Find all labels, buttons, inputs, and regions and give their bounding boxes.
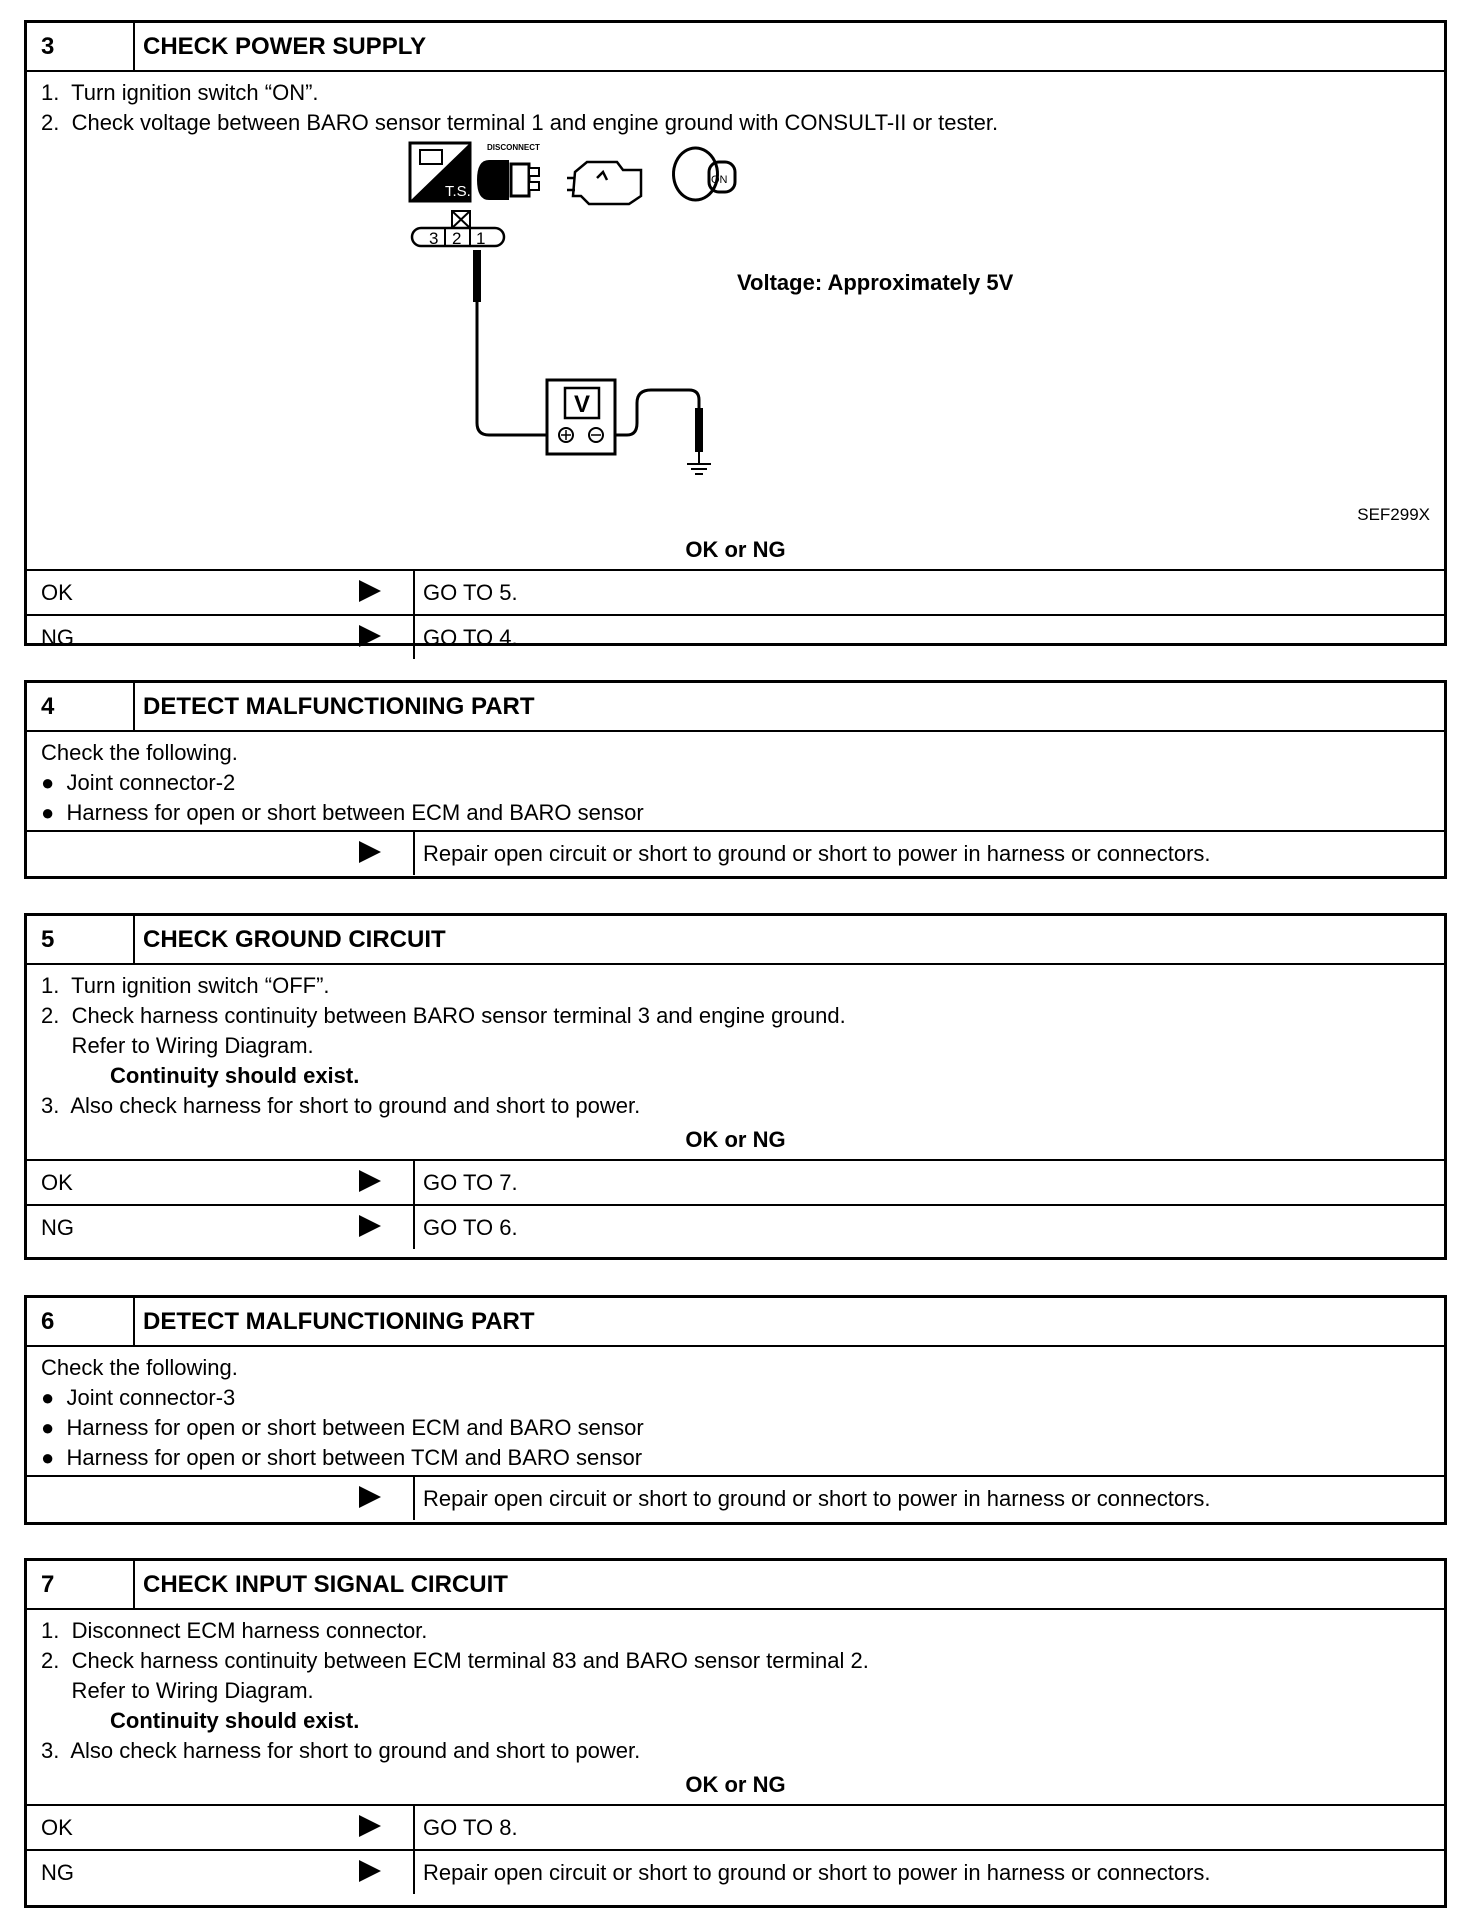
step-5 [24, 913, 1447, 1260]
step-6 [24, 1295, 1447, 1525]
result-value: GO TO 8. [423, 1814, 518, 1840]
step-instructions [27, 965, 1444, 1121]
voltage-spec: Voltage: Approximately 5V [737, 270, 1014, 295]
step-header [27, 683, 1444, 732]
instruction-line: ● Harness for open or short between TCM and BARO sensor [41, 1445, 643, 1470]
step-header [27, 916, 1444, 965]
step-number: 3 [27, 23, 135, 70]
result-key: NG [41, 1214, 74, 1240]
on-label: ON [711, 174, 728, 186]
step-number: 5 [27, 916, 135, 963]
step-4 [24, 680, 1447, 879]
spec-line: Continuity should exist. [110, 1063, 360, 1088]
instruction-line: 2. Check harness continuity between ECM terminal 83 and BARO sensor terminal 2. [41, 1648, 869, 1673]
result-value: Repair open circuit or short to ground or short to power in harness or connectors. [423, 1485, 1211, 1511]
step-number: 7 [27, 1561, 135, 1608]
step-instructions [27, 1347, 1444, 1475]
ok-or-ng-label: OK or NG [685, 1772, 786, 1797]
arrow-right-icon [359, 1170, 381, 1192]
voltage-check-figure [27, 138, 1444, 531]
result-key: NG [41, 624, 74, 650]
ok-or-ng-label: OK or NG [685, 1127, 786, 1152]
result-value: GO TO 4. [423, 624, 518, 650]
result-row [27, 1475, 1444, 1520]
connector-icon [412, 211, 504, 248]
step-number: 6 [27, 1298, 135, 1345]
instruction-line: ● Harness for open or short between ECM and BARO sensor [41, 1415, 644, 1440]
result-value: GO TO 6. [423, 1214, 518, 1240]
ts-label: T.S. [445, 183, 471, 200]
result-row-ng [27, 614, 1444, 659]
meter-label: V [573, 391, 591, 418]
instruction-line: ● Joint connector-3 [41, 1385, 236, 1410]
step-title: DETECT MALFUNCTIONING PART [143, 692, 535, 720]
step-instructions [27, 72, 1444, 138]
result-row-ok [27, 1804, 1444, 1849]
arrow-right-icon [359, 625, 381, 647]
instruction-line: 3. Also check harness for short to ground and short to power. [41, 1093, 641, 1118]
step-header [27, 23, 1444, 72]
disconnect-icon [477, 143, 540, 200]
step-title: CHECK GROUND CIRCUIT [143, 925, 446, 953]
terminal-label: 3 [429, 229, 439, 248]
result-key: OK [41, 1814, 73, 1840]
instruction-line: Check the following. [41, 1355, 238, 1380]
voltmeter-icon [547, 380, 615, 454]
engine-icon [567, 162, 641, 204]
step-7 [24, 1558, 1447, 1908]
ok-or-ng-label: OK or NG [685, 537, 786, 562]
arrow-right-icon [359, 580, 381, 602]
figure-ref-code: SEF299X [1357, 505, 1430, 524]
result-key: NG [41, 1859, 74, 1885]
result-row-ok [27, 569, 1444, 614]
step-3 [24, 20, 1447, 650]
instruction-line: 2. Check voltage between BARO sensor terminal 1 and engine ground with CONSULT-II or tester. [41, 110, 999, 135]
terminal-label: 1 [476, 229, 486, 248]
arrow-right-icon [359, 1486, 381, 1508]
instruction-line: ● Harness for open or short between ECM and BARO sensor [41, 800, 644, 825]
instruction-line: Refer to Wiring Diagram. [41, 1678, 314, 1703]
spec-line: Continuity should exist. [110, 1708, 360, 1733]
instruction-line: 1. Turn ignition switch “ON”. [41, 80, 319, 105]
result-row-ok [27, 1159, 1444, 1204]
step-title: CHECK POWER SUPPLY [143, 32, 427, 60]
arrow-right-icon [359, 1815, 381, 1837]
result-value: GO TO 5. [423, 579, 518, 605]
step-instructions [27, 1610, 1444, 1766]
result-key: OK [41, 579, 73, 605]
terminal-label: 2 [452, 229, 462, 248]
result-row [27, 830, 1444, 875]
step-instructions [27, 732, 1444, 830]
ignition-key-icon [674, 148, 736, 200]
result-row-ng [27, 1849, 1444, 1894]
arrow-right-icon [359, 1860, 381, 1882]
step-number: 4 [27, 683, 135, 730]
step-header [27, 1561, 1444, 1610]
instruction-line: Check the following. [41, 740, 238, 765]
step-title: DETECT MALFUNCTIONING PART [143, 1307, 535, 1335]
instruction-line: 1. Turn ignition switch “OFF”. [41, 973, 330, 998]
step-header [27, 1298, 1444, 1347]
result-row-ng [27, 1204, 1444, 1249]
wiring-diagram [27, 138, 1444, 531]
result-value: Repair open circuit or short to ground or short to power in harness or connectors. [423, 1859, 1211, 1885]
instruction-line: Refer to Wiring Diagram. [41, 1033, 314, 1058]
result-value: Repair open circuit or short to ground or short to power in harness or connectors. [423, 840, 1211, 866]
step-title: CHECK INPUT SIGNAL CIRCUIT [143, 1570, 508, 1598]
result-value: GO TO 7. [423, 1169, 518, 1195]
instruction-line: 2. Check harness continuity between BARO sensor terminal 3 and engine ground. [41, 1003, 846, 1028]
result-key: OK [41, 1169, 73, 1195]
tester-icon [410, 143, 471, 201]
disconnect-label: DISCONNECT [487, 143, 540, 152]
arrow-right-icon [359, 1215, 381, 1237]
instruction-line: 3. Also check harness for short to ground and short to power. [41, 1738, 641, 1763]
instruction-line: 1. Disconnect ECM harness connector. [41, 1618, 428, 1643]
arrow-right-icon [359, 841, 381, 863]
instruction-line: ● Joint connector-2 [41, 770, 236, 795]
